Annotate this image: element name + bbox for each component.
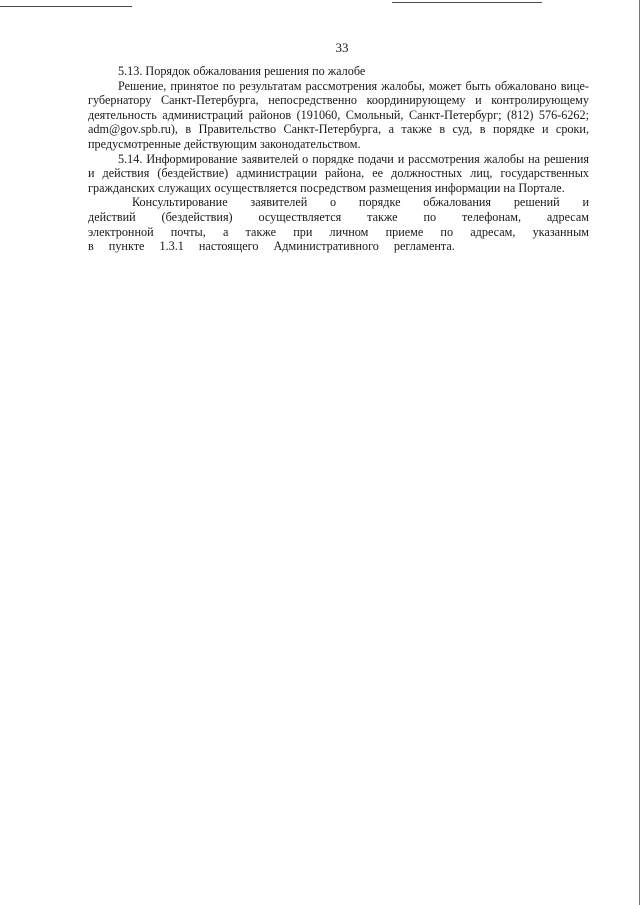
- scan-edge-line: [392, 2, 542, 3]
- scan-edge-line: [0, 6, 132, 7]
- paragraph-consultation: Консультирование заявителей о порядке обжалования решений и действий (бездействия) осуществляется также по телефонам, адресам электронной почты, а также при личном приеме по адресам, указанным в пункте 1.3.1 настоящего Административного регламента.: [88, 195, 589, 254]
- paragraph-5-14: 5.14. Информирование заявителей о порядке подачи и рассмотрения жалобы на решения и действия (бездействие) администрации района, ее должностных лиц, государственных гражданских служащих осуществляется посредством размещения информации на Портале.: [88, 151, 589, 195]
- page-number: 33: [335, 40, 349, 55]
- document-body: [88, 64, 589, 254]
- paragraph-5-13: Решение, принятое по результатам рассмотрения жалобы, может быть обжаловано вице-губернатору Санкт-Петербурга, непосредственно координирующему и контролирующему деятельность администраций районов (191060, Смольный, Санкт-Петербург; (812) 576-6262; adm@gov.spb.ru), в Правительство Санкт-Петербурга, а также в суд, в порядке и сроки, предусмотренные действующим законодательством.: [88, 78, 589, 151]
- section-heading-5-13: 5.13. Порядок обжалования решения по жалобе: [118, 64, 366, 78]
